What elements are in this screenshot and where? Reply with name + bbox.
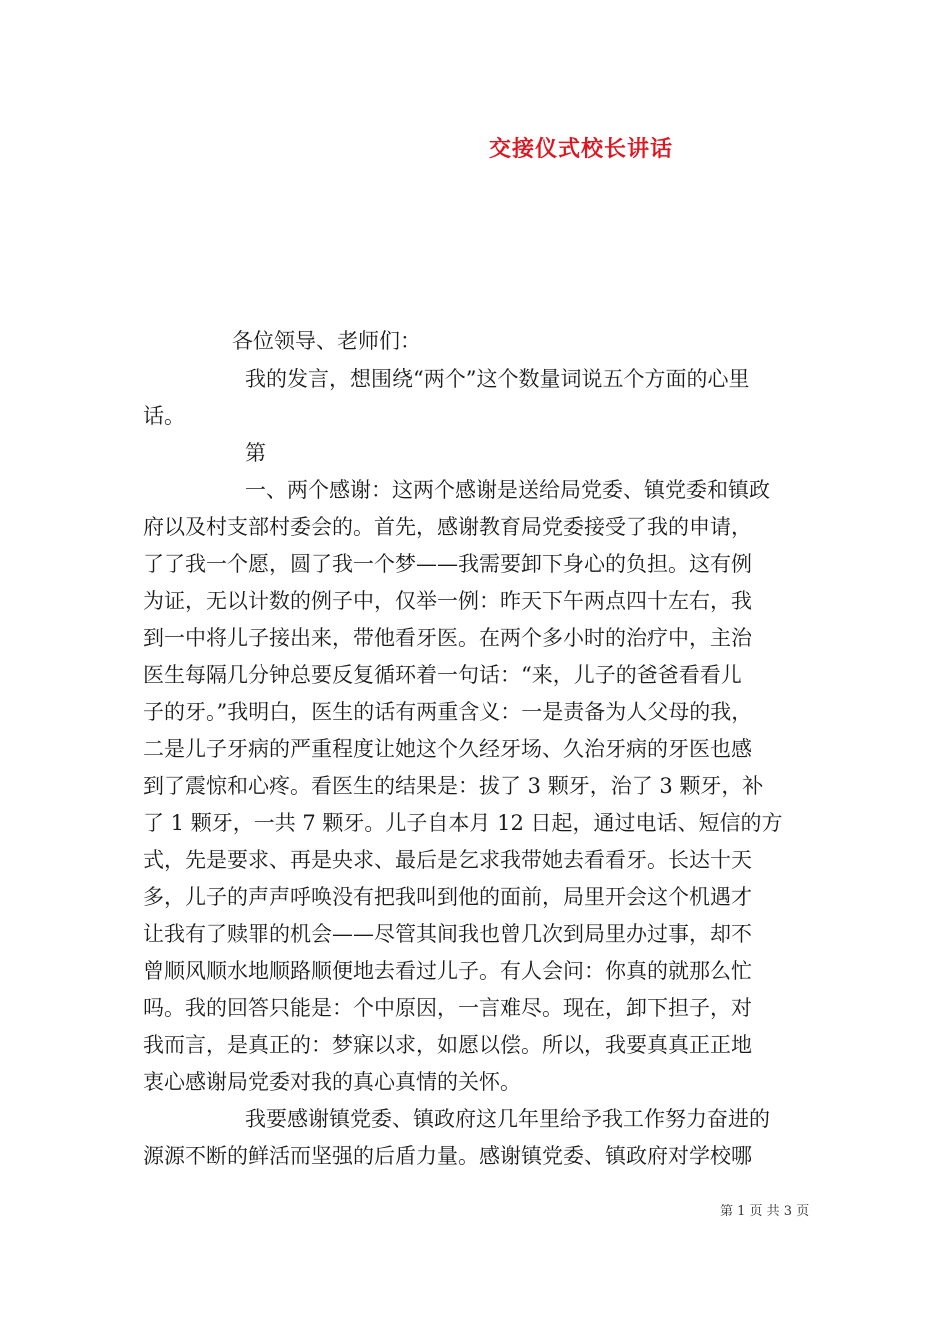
paragraph-line: 我而言，是真正的：梦寐以求，如愿以偿。所以，我要真真正正地 <box>143 1033 752 1057</box>
paragraph-line: 衷心感谢局党委对我的真心真情的关怀。 <box>143 1070 521 1094</box>
paragraph-line: 子的牙。”我明白，医生的话有两重含义：一是责备为人父母的我， <box>143 700 753 724</box>
paragraph-line: 曾顺风顺水地顺路顺便地去看过儿子。有人会问：你真的就那么忙 <box>143 959 752 983</box>
paragraph-line: 医生每隔几分钟总要反复循环着一句话：“来，儿子的爸爸看看儿 <box>143 663 742 687</box>
paragraph-line: 源源不断的鲜活而坚强的后盾力量。感谢镇党委、镇政府对学校哪 <box>143 1144 752 1168</box>
paragraph-line: 府以及村支部村委会的。首先，感谢教育局党委接受了我的申请， <box>143 515 752 539</box>
paragraph-line: 了 1 颗牙，一共 7 颗牙。儿子自本月 12 日起，通过电话、短信的方 <box>143 811 783 835</box>
paragraph-line: 了了我一个愿，圆了我一个梦——我需要卸下身心的负担。这有例 <box>143 552 752 576</box>
paragraph-line: 到了震惊和心疼。看医生的结果是：拔了 3 颗牙，治了 3 颗牙，补 <box>143 774 764 798</box>
paragraph-line: 我要感谢镇党委、镇政府这几年里给予我工作努力奋进的 <box>245 1107 770 1131</box>
salutation: 各位领导、老师们： <box>232 329 421 353</box>
paragraph-line: 让我有了赎罪的机会——尽管其间我也曾几次到局里办过事，却不 <box>143 922 752 946</box>
section-label: 第 <box>245 441 266 465</box>
page-number: 第 1 页 共 3 页 <box>720 1204 810 1219</box>
document-title: 交接仪式校长讲话 <box>489 136 674 162</box>
intro-line: 话。 <box>143 404 185 428</box>
paragraph-line: 到一中将儿子接出来，带他看牙医。在两个多小时的治疗中，主治 <box>143 626 752 650</box>
paragraph-line: 二是儿子牙病的严重程度让她这个久经牙场、久治牙病的牙医也感 <box>143 737 752 761</box>
paragraph-line: 吗。我的回答只能是：个中原因，一言难尽。现在，卸下担子，对 <box>143 996 752 1020</box>
paragraph-line: 式，先是要求、再是央求、最后是乞求我带她去看看牙。长达十天 <box>143 848 752 872</box>
paragraph-line: 一、两个感谢：这两个感谢是送给局党委、镇党委和镇政 <box>245 478 770 502</box>
paragraph-line: 为证，无以计数的例子中，仅举一例：昨天下午两点四十左右，我 <box>143 589 752 613</box>
intro-line: 我的发言，想围绕“两个”这个数量词说五个方面的心里 <box>245 367 750 391</box>
paragraph-line: 多，儿子的声声呼唤没有把我叫到他的面前，局里开会这个机遇才 <box>143 885 752 909</box>
